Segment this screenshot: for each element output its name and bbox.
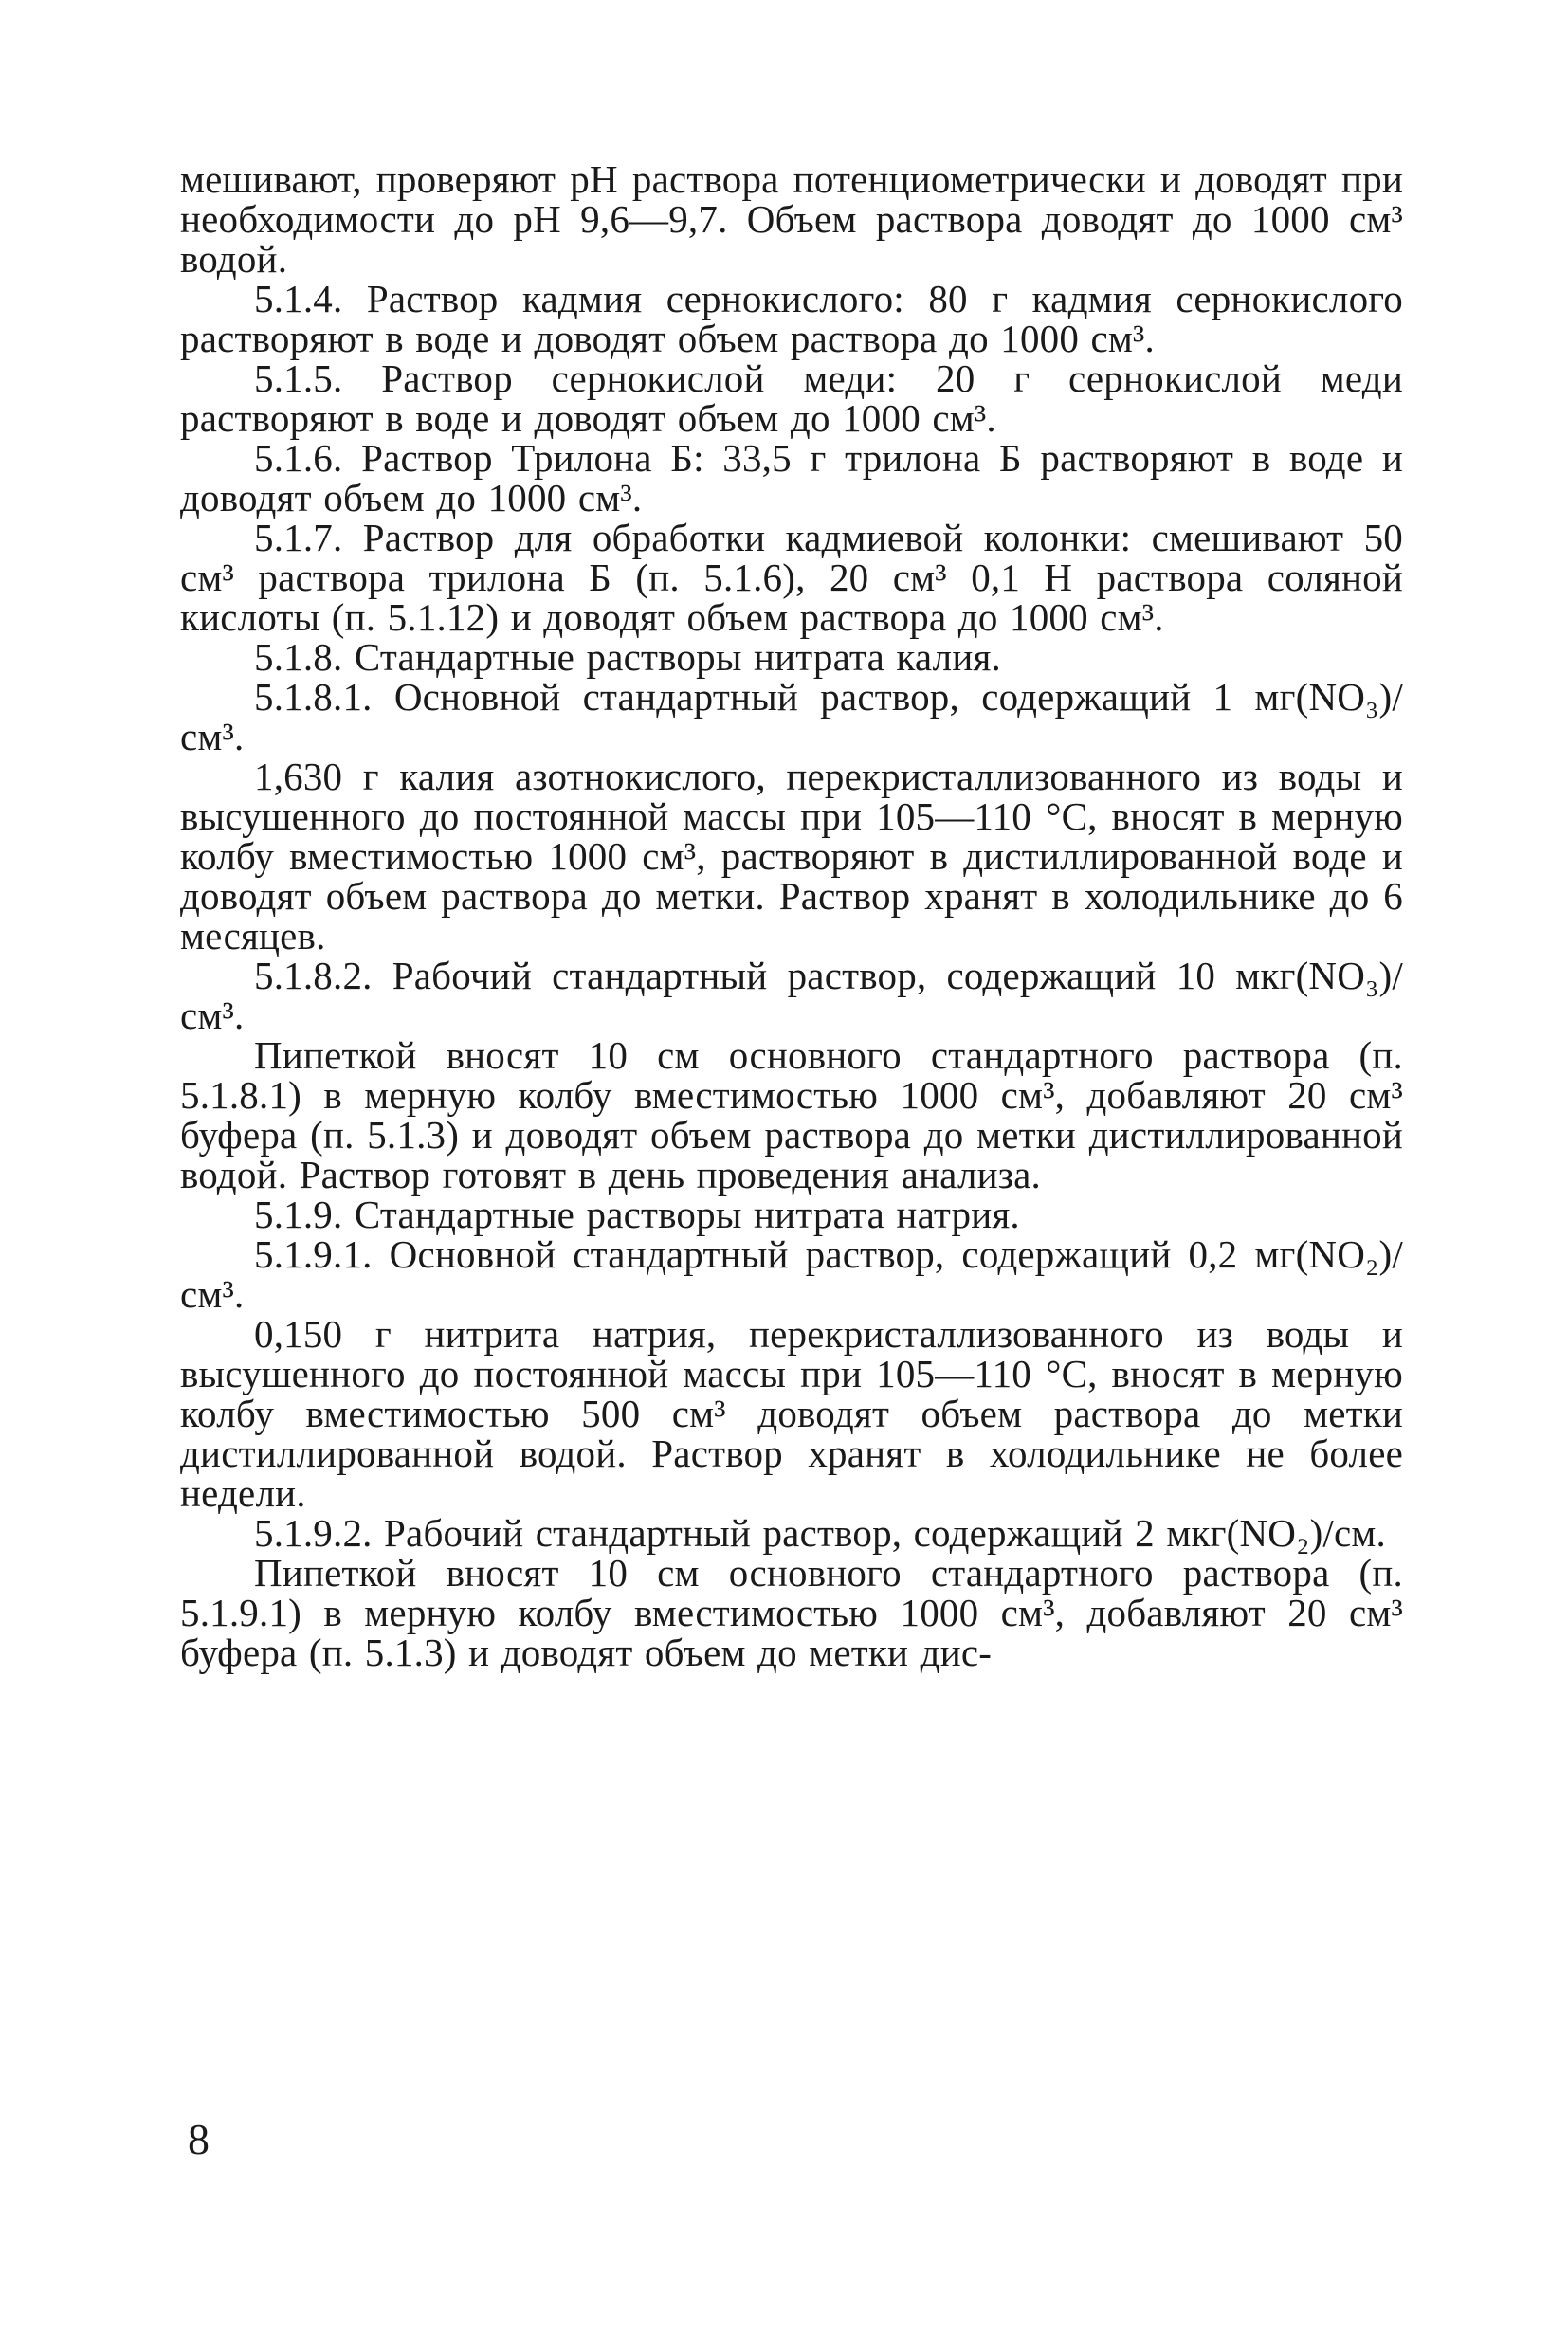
paragraph-5-1-5: 5.1.5. Раствор сернокислой меди: 20 г сернокислой меди растворяют в воде и доводят объем до 1000 см³. — [180, 356, 1403, 440]
document-page — [180, 159, 1403, 1672]
paragraph-5-1-9-1-body: 0,150 г нитрита натрия, перекристаллизованного из воды и высушенного до постоянной массы при 105—110 °С, вносят в мерную колбу вместимостью 500 см³ доводят объем раствора до метки дистиллированной водой. Раствор хранят в холодильнике не более недели. — [180, 1312, 1403, 1515]
paragraph-5-1-8-2-body: Пипеткой вносят 10 см основного стандартного раствора (п. 5.1.8.1) в мерную колбу вместимостью 1000 см³, добавляют 20 см³ буфера (п. 5.1.3) и доводят объем раствора до метки дистиллированной водой. Раствор готовят в день проведения анализа. — [180, 1033, 1403, 1196]
paragraph-5-1-8-2: 5.1.8.2. Рабочий стандартный раствор, содержащий 10 мкг(NO₃)/см³. — [180, 954, 1403, 1037]
paragraph-5-1-6: 5.1.6. Раствор Трилона Б: 33,5 г трилона Б растворяют в воде и доводят объем до 1000 см³. — [180, 436, 1403, 520]
paragraph-5-1-8-1-body: 1,630 г калия азотнокислого, перекристаллизованного из воды и высушенного до постоянной массы при 105—110 °С, вносят в мерную колбу вместимостью 1000 см³, растворяют в дистиллированной воде и доводят объем раствора до метки. Раствор хранят в холодильнике до 6 месяцев. — [180, 755, 1403, 957]
paragraph-continuation: мешивают, проверяют рН раствора потенциометрически и доводят при необходимости до рН 9,6—9,7. Объем раствора доводят до 1000 см³ водой. — [180, 157, 1403, 281]
paragraph-5-1-9-2-body: Пипеткой вносят 10 см основного стандартного раствора (п. 5.1.9.1) в мерную колбу вместимостью 1000 см³, добавляют 20 см³ буфера (п. 5.1.3) и доводят объем до метки дис- — [180, 1551, 1403, 1674]
paragraph-5-1-7: 5.1.7. Раствор для обработки кадмиевой колонки: смешивают 50 см³ раствора трилона Б (п. 5.1.6), 20 см³ 0,1 Н раствора соляной кислоты (п. 5.1.12) и доводят объем раствора до 1000 см³. — [180, 516, 1403, 639]
section-heading-5-1-8: 5.1.8. Стандартные растворы нитрата калия. — [254, 635, 1001, 679]
paragraph-5-1-9-2: 5.1.9.2. Рабочий стандартный раствор, содержащий 2 мкг(NO₂)/см. — [254, 1511, 1387, 1555]
paragraph-5-1-4: 5.1.4. Раствор кадмия сернокислого: 80 г кадмия сернокислого растворяют в воде и доводят объем раствора до 1000 см³. — [180, 277, 1403, 360]
paragraph-5-1-9-1: 5.1.9.1. Основной стандартный раствор, содержащий 0,2 мг(NO₂)/см³. — [180, 1232, 1403, 1316]
paragraph-5-1-8-1: 5.1.8.1. Основной стандартный раствор, содержащий 1 мг(NO₃)/см³. — [180, 675, 1403, 758]
page-number: 8 — [188, 2115, 210, 2163]
section-heading-5-1-9: 5.1.9. Стандартные растворы нитрата натрия. — [254, 1193, 1020, 1236]
